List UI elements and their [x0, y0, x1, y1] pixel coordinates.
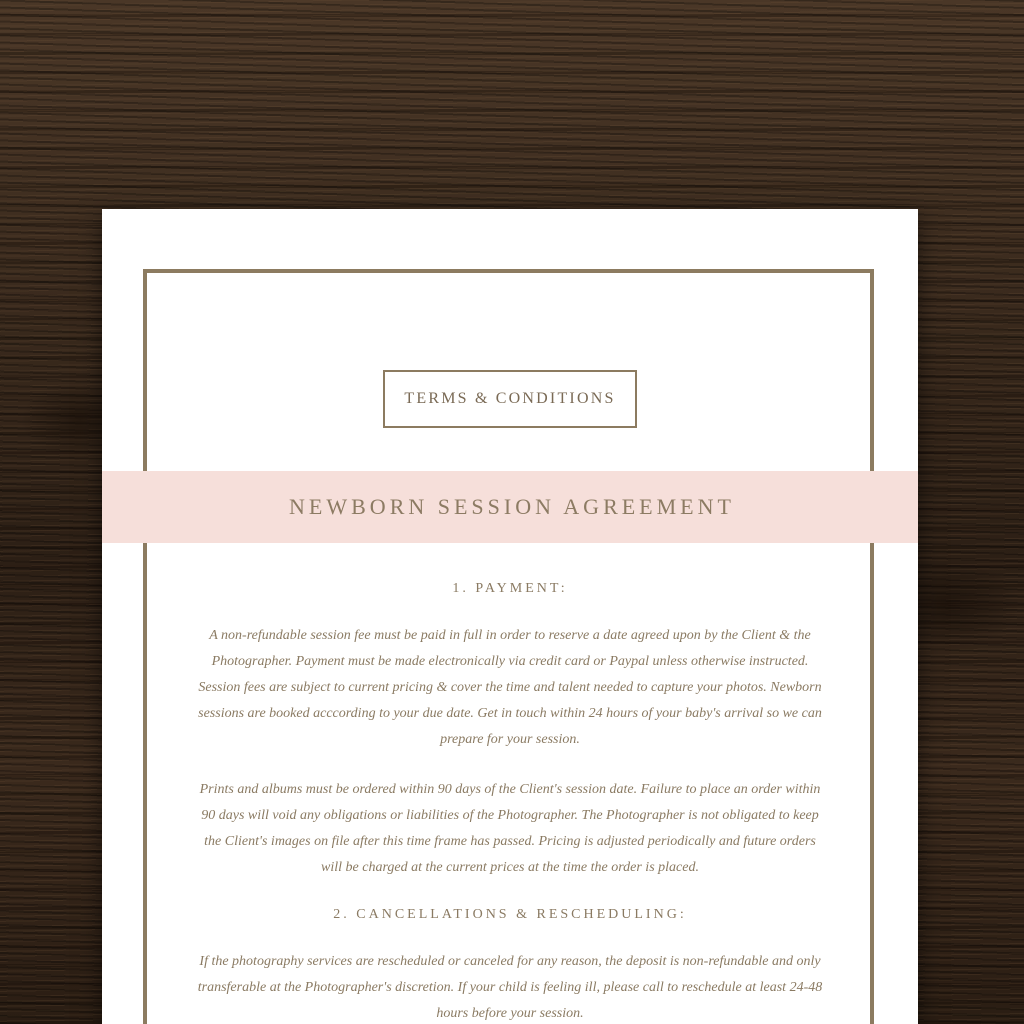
- cancellations-paragraph-1: If the photography services are rescheduled or canceled for any reason, the deposit is non-refundable and only transferable at the Photographer's discretion. If your child is feeling ill, please call to reschedule at least 24-48 hours before your session.: [197, 954, 823, 1021]
- document-title: NEWBORN SESSION AGREEMENT: [289, 494, 735, 519]
- section-heading-cancellations: 2. CANCELLATIONS & RESCHEDULING:: [333, 907, 687, 922]
- payment-paragraph-2: Prints and albums must be ordered within 90 days of the Client's session date. Failure to place an order within 90 days will void any obligations or liabilities of the Photographer. The Photographer is not obligated to keep the Client's images on file after this time frame has passed. Pricing is adjusted periodically and future orders will be charged at the current prices at the time the order is placed.: [199, 782, 821, 875]
- document-sheet: [102, 209, 918, 1024]
- terms-and-conditions-label: [383, 370, 637, 428]
- section-heading-payment: 1. PAYMENT:: [452, 581, 568, 596]
- title-band: [102, 471, 918, 543]
- terms-label-text: TERMS & CONDITIONS: [404, 390, 616, 407]
- document-body: [192, 581, 828, 1024]
- payment-paragraph-1: A non-refundable session fee must be paid in full in order to reserve a date agreed upon by the Client & the Photographer. Payment must be made electronically via credit card or Paypal unless otherwise instructed. Session fees are subject to current pricing & cover the time and talent needed to capture your photos. Newborn sessions are booked acccording to your due date. Get in touch within 24 hours of your baby's arrival so we can prepare for your session.: [198, 628, 822, 747]
